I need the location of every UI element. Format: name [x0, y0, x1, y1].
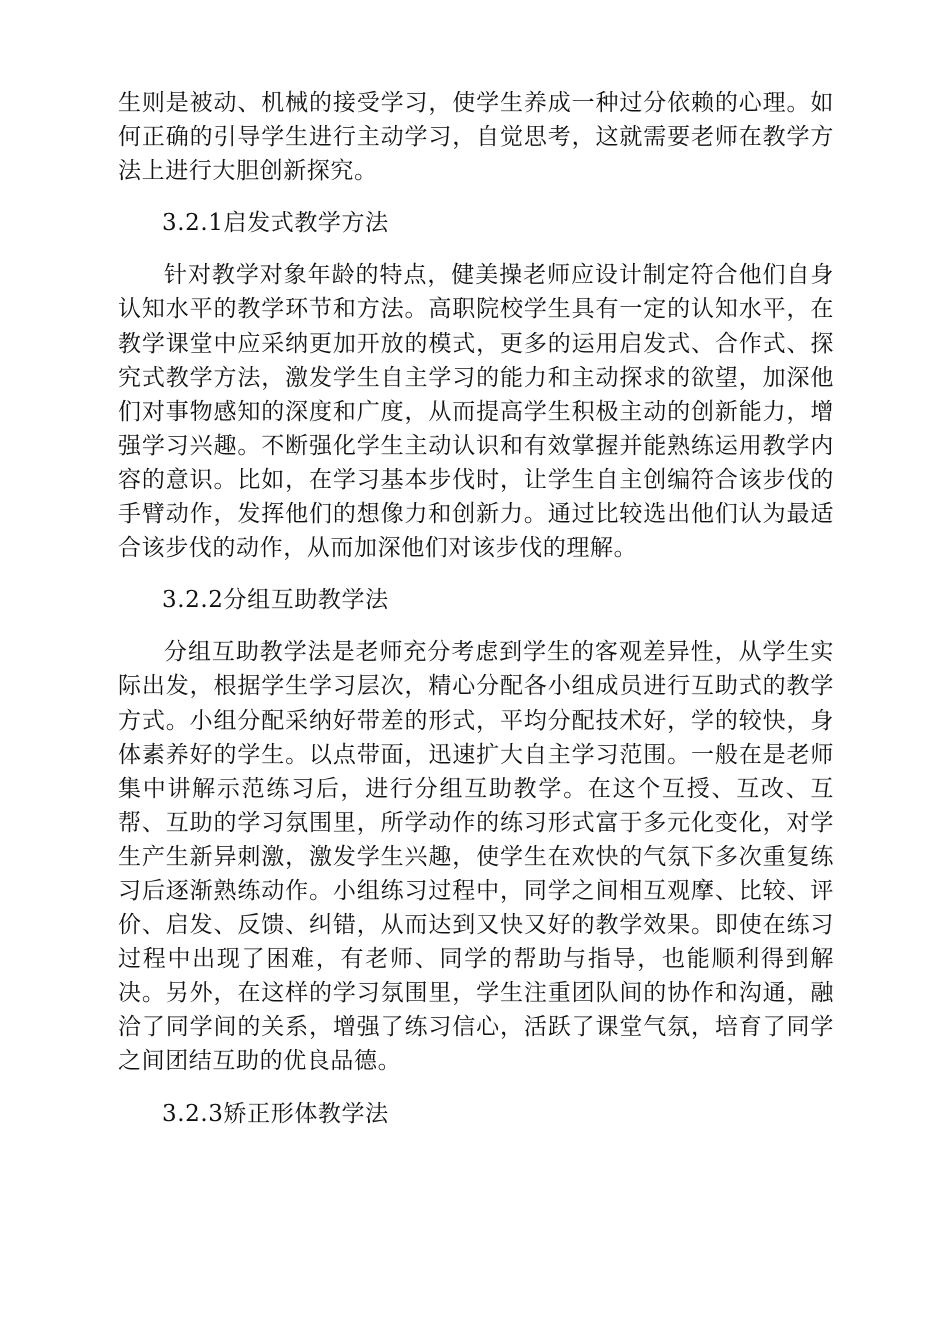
section-heading-3-2-2: 3.2.2分组互助教学法 [162, 587, 389, 614]
body-paragraph-continued: 生则是被动、机械的接受学习，使学生养成一种过分依赖的心理。如何正确的引导学生进行主动学习，自觉思考，这就需要老师在教学方法上进行大胆创新探究。 [118, 90, 834, 185]
section-heading-3-2-3: 3.2.3矫正形体教学法 [162, 1100, 389, 1127]
document-page [118, 86, 834, 1131]
body-paragraph-group-method: 分组互助教学法是老师充分考虑到学生的客观差异性，从学生实际出发，根据学生学习层次，精心分配各小组成员进行互助式的教学方式。小组分配采纳好带差的形式，平均分配技术好，学的较快，身体素养好的学生。以点带面，迅速扩大自主学习范围。一般在是老师集中讲解示范练习后，进行分组互助教学。在这个互授、互改、互帮、互助的学习氛围里，所学动作的练习形式富于多元化变化，对学生产生新异刺激，激发学生兴趣，使学生在欢快的气氛下多次重复练习后逐渐熟练动作。小组练习过程中，同学之间相互观摩、比较、评价、启发、反馈、纠错，从而达到又快又好的教学效果。即使在练习过程中出现了困难，有老师、同学的帮助与指导，也能顺利得到解决。另外，在这样的学习氛围里，学生注重团队间的协作和沟通，融洽了同学间的关系，增强了练习信心，活跃了课堂气氛，培育了同学之间团结互助的优良品德。 [118, 639, 834, 1075]
section-heading-3-2-1: 3.2.1启发式教学方法 [162, 210, 389, 237]
body-paragraph-heuristic-method: 针对教学对象年龄的特点，健美操老师应设计制定符合他们自身认知水平的教学环节和方法。高职院校学生具有一定的认知水平，在教学课堂中应采纳更加开放的模式，更多的运用启发式、合作式、探究式教学方法，激发学生自主学习的能力和主动探求的欲望，加深他们对事物感知的深度和广度，从而提高学生积极主动的创新能力，增强学习兴趣。不断强化学生主动认识和有效掌握并能熟练运用教学内容的意识。比如，在学习基本步伐时，让学生自主创编符合该步伐的手臂动作，发挥他们的想像力和创新力。通过比较选出他们认为最适合该步伐的动作，从而加深他们对该步伐的理解。 [118, 262, 834, 562]
